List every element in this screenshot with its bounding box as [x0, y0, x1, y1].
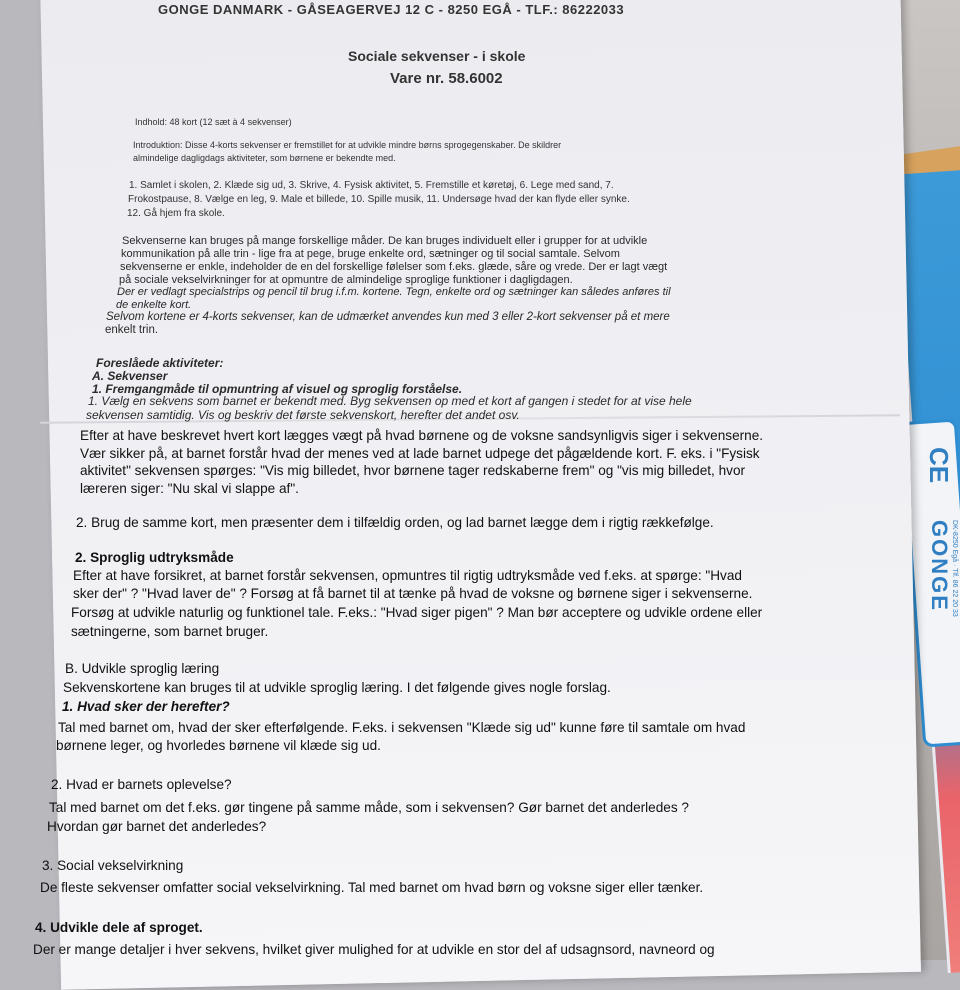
- document-title: Sociale sekvenser - i skole: [348, 48, 526, 64]
- body-line: Tal med barnet om, hvad der sker efterfølgende. F.eks. i sekvensen "Klæde sig ud" kunne føre til samtale om hvad: [58, 720, 746, 735]
- body-line: de enkelte kort.: [116, 299, 192, 311]
- contents-line: Indhold: 48 kort (12 sæt à 4 sekvenser): [135, 117, 292, 127]
- body-line: sekvensen samtidig. Vis og beskriv det første sekvenskort, herefter det andet osv.: [86, 408, 520, 422]
- list-line: Frokostpause, 8. Vælge en leg, 9. Male et billede, 10. Spille musik, 11. Undersøge hvad der kan flyde eller synke.: [128, 194, 630, 205]
- a2-heading: 2. Sproglig udtryksmåde: [75, 550, 234, 565]
- body-line: læreren siger: "Nu skal vi slappe af".: [80, 481, 299, 496]
- box-address: DK-8250 Egå · Tlf. 86 22 20 33: [951, 520, 958, 617]
- body-line: Vær sikker på, at barnet forstår hvad der menes ved at lade barnet udpege det pågældende kort. F. eks. i "Fysisk: [80, 446, 760, 461]
- item-number: Vare nr. 58.6002: [390, 70, 503, 87]
- list-line: 12. Gå hjem fra skole.: [127, 208, 225, 219]
- section-b-heading: B. Udvikle sproglig læring: [65, 661, 220, 676]
- body-line: Sekvenserne kan bruges på mange forskellige måder. De kan bruges individuelt eller i grupper for at udvikle: [122, 235, 648, 247]
- body-line: aktivitet" sekvensen spørges: "Vis mig billedet, hvor børnene tager redskaberne frem" og "vis mig billedet, hvor: [80, 463, 746, 478]
- body-line: børnene leger, og hvorledes børnene vil klæde sig ud.: [56, 738, 381, 753]
- body-line: De fleste sekvenser omfatter social vekselvirkning. Tal med barnet om hvad børn og voksne siger eller tænker.: [40, 880, 704, 895]
- ce-mark: CE: [924, 446, 954, 484]
- b2-heading: 2. Hvad er barnets oplevelse?: [51, 777, 232, 792]
- body-line: Sekvenskortene kan bruges til at udvikle sproglig læring. I det følgende gives nogle forslag.: [63, 680, 611, 695]
- b3-heading: 3. Social vekselvirkning: [42, 858, 184, 873]
- section-a-heading: A. Sekvenser: [92, 369, 168, 383]
- body-line: sker der" ? "Hvad laver de" ? Forsøg at få barnet til at tænke på hvad de voksne og børnene siger i sekvenserne.: [73, 586, 753, 601]
- intro-line: almindelige dagligdags aktiviteter, som børnene er bekendte med.: [133, 153, 396, 163]
- intro-line: Introduktion: Disse 4-korts sekvenser er fremstillet for at udvikle mindre børns sprogegenskaber. De skildrer: [133, 140, 562, 150]
- body-line: Efter at have beskrevet hvert kort lægges vægt på hvad børnene og de voksne sandsynligvis siger i sekvenserne.: [80, 428, 764, 443]
- box-brand-logo: GONGE: [927, 520, 952, 612]
- b1-heading: 1. Hvad sker der herefter?: [62, 699, 230, 714]
- body-line: Tal med barnet om det f.eks. gør tingene på samme måde, som i sekvensen? Gør barnet det anderledes ?: [49, 800, 689, 815]
- body-line: Forsøg at udvikle naturlig og funktionel tale. F.eks.: "Hvad siger pigen" ? Man bør acceptere og udvikle ordene eller: [71, 605, 763, 620]
- body-line: Efter at have forsikret, at barnet forstår sekvensen, opmuntres til rigtig udtryksmåde ved f.eks. at spørge: "Hvad: [73, 568, 742, 583]
- b4-heading: 4. Udvikle dele af sproget.: [35, 920, 203, 935]
- body-line: sætningerne, som barnet bruger.: [71, 624, 269, 639]
- list-line: 1. Samlet i skolen, 2. Klæde sig ud, 3. Skrive, 4. Fysisk aktivitet, 5. Fremstille et køretøj, 6. Lege med sand, 7.: [129, 180, 614, 191]
- body-line: på sociale vekselvirkninger for at opmuntre de almindelige sproglige funktioner i dagligdagen.: [119, 274, 573, 286]
- body-line: Der er vedlagt specialstrips og pencil til brug i.f.m. kortene. Tegn, enkelte ord og sætninger kan således anføres til: [117, 286, 671, 298]
- body-line: kommunikation på alle trin - lige fra at pege, bruge enkelte ord, sætninger og til social samtale. Selvom: [121, 248, 620, 260]
- body-line: Der er mange detaljer i hver sekvens, hvilket giver mulighed for at udvikle en stor del af udsagnsord, navneord og: [33, 942, 715, 957]
- body-line: Selvom kortene er 4-korts sekvenser, kan de udmærket anvendes kun med 3 eller 2-kort sekvenser på et mere: [106, 311, 670, 323]
- body-line: 1. Vælg en sekvens som barnet er bekendt med. Byg sekvensen op med et kort af gangen i stedet for at vise hele: [88, 394, 692, 408]
- body-line: 2. Brug de samme kort, men præsenter dem i tilfældig orden, og lad barnet lægge dem i rigtig rækkefølge.: [76, 515, 714, 530]
- company-header: GONGE DANMARK - GÅSEAGERVEJ 12 C - 8250 EGÅ - TLF.: 86222033: [158, 2, 625, 17]
- a1-heading: 1. Fremgangmåde til opmuntring af visuel og sproglig forståelse.: [92, 382, 463, 396]
- body-line: Hvordan gør barnet det anderledes?: [47, 819, 267, 834]
- body-line: enkelt trin.: [105, 324, 159, 336]
- body-line: sekvenserne er enkle, indeholder de en del forskellige følelser som f.eks. glæde, såre og vrede. Der er lagt vægt: [120, 261, 668, 273]
- activities-heading: Foreslåede aktiviteter:: [96, 356, 224, 370]
